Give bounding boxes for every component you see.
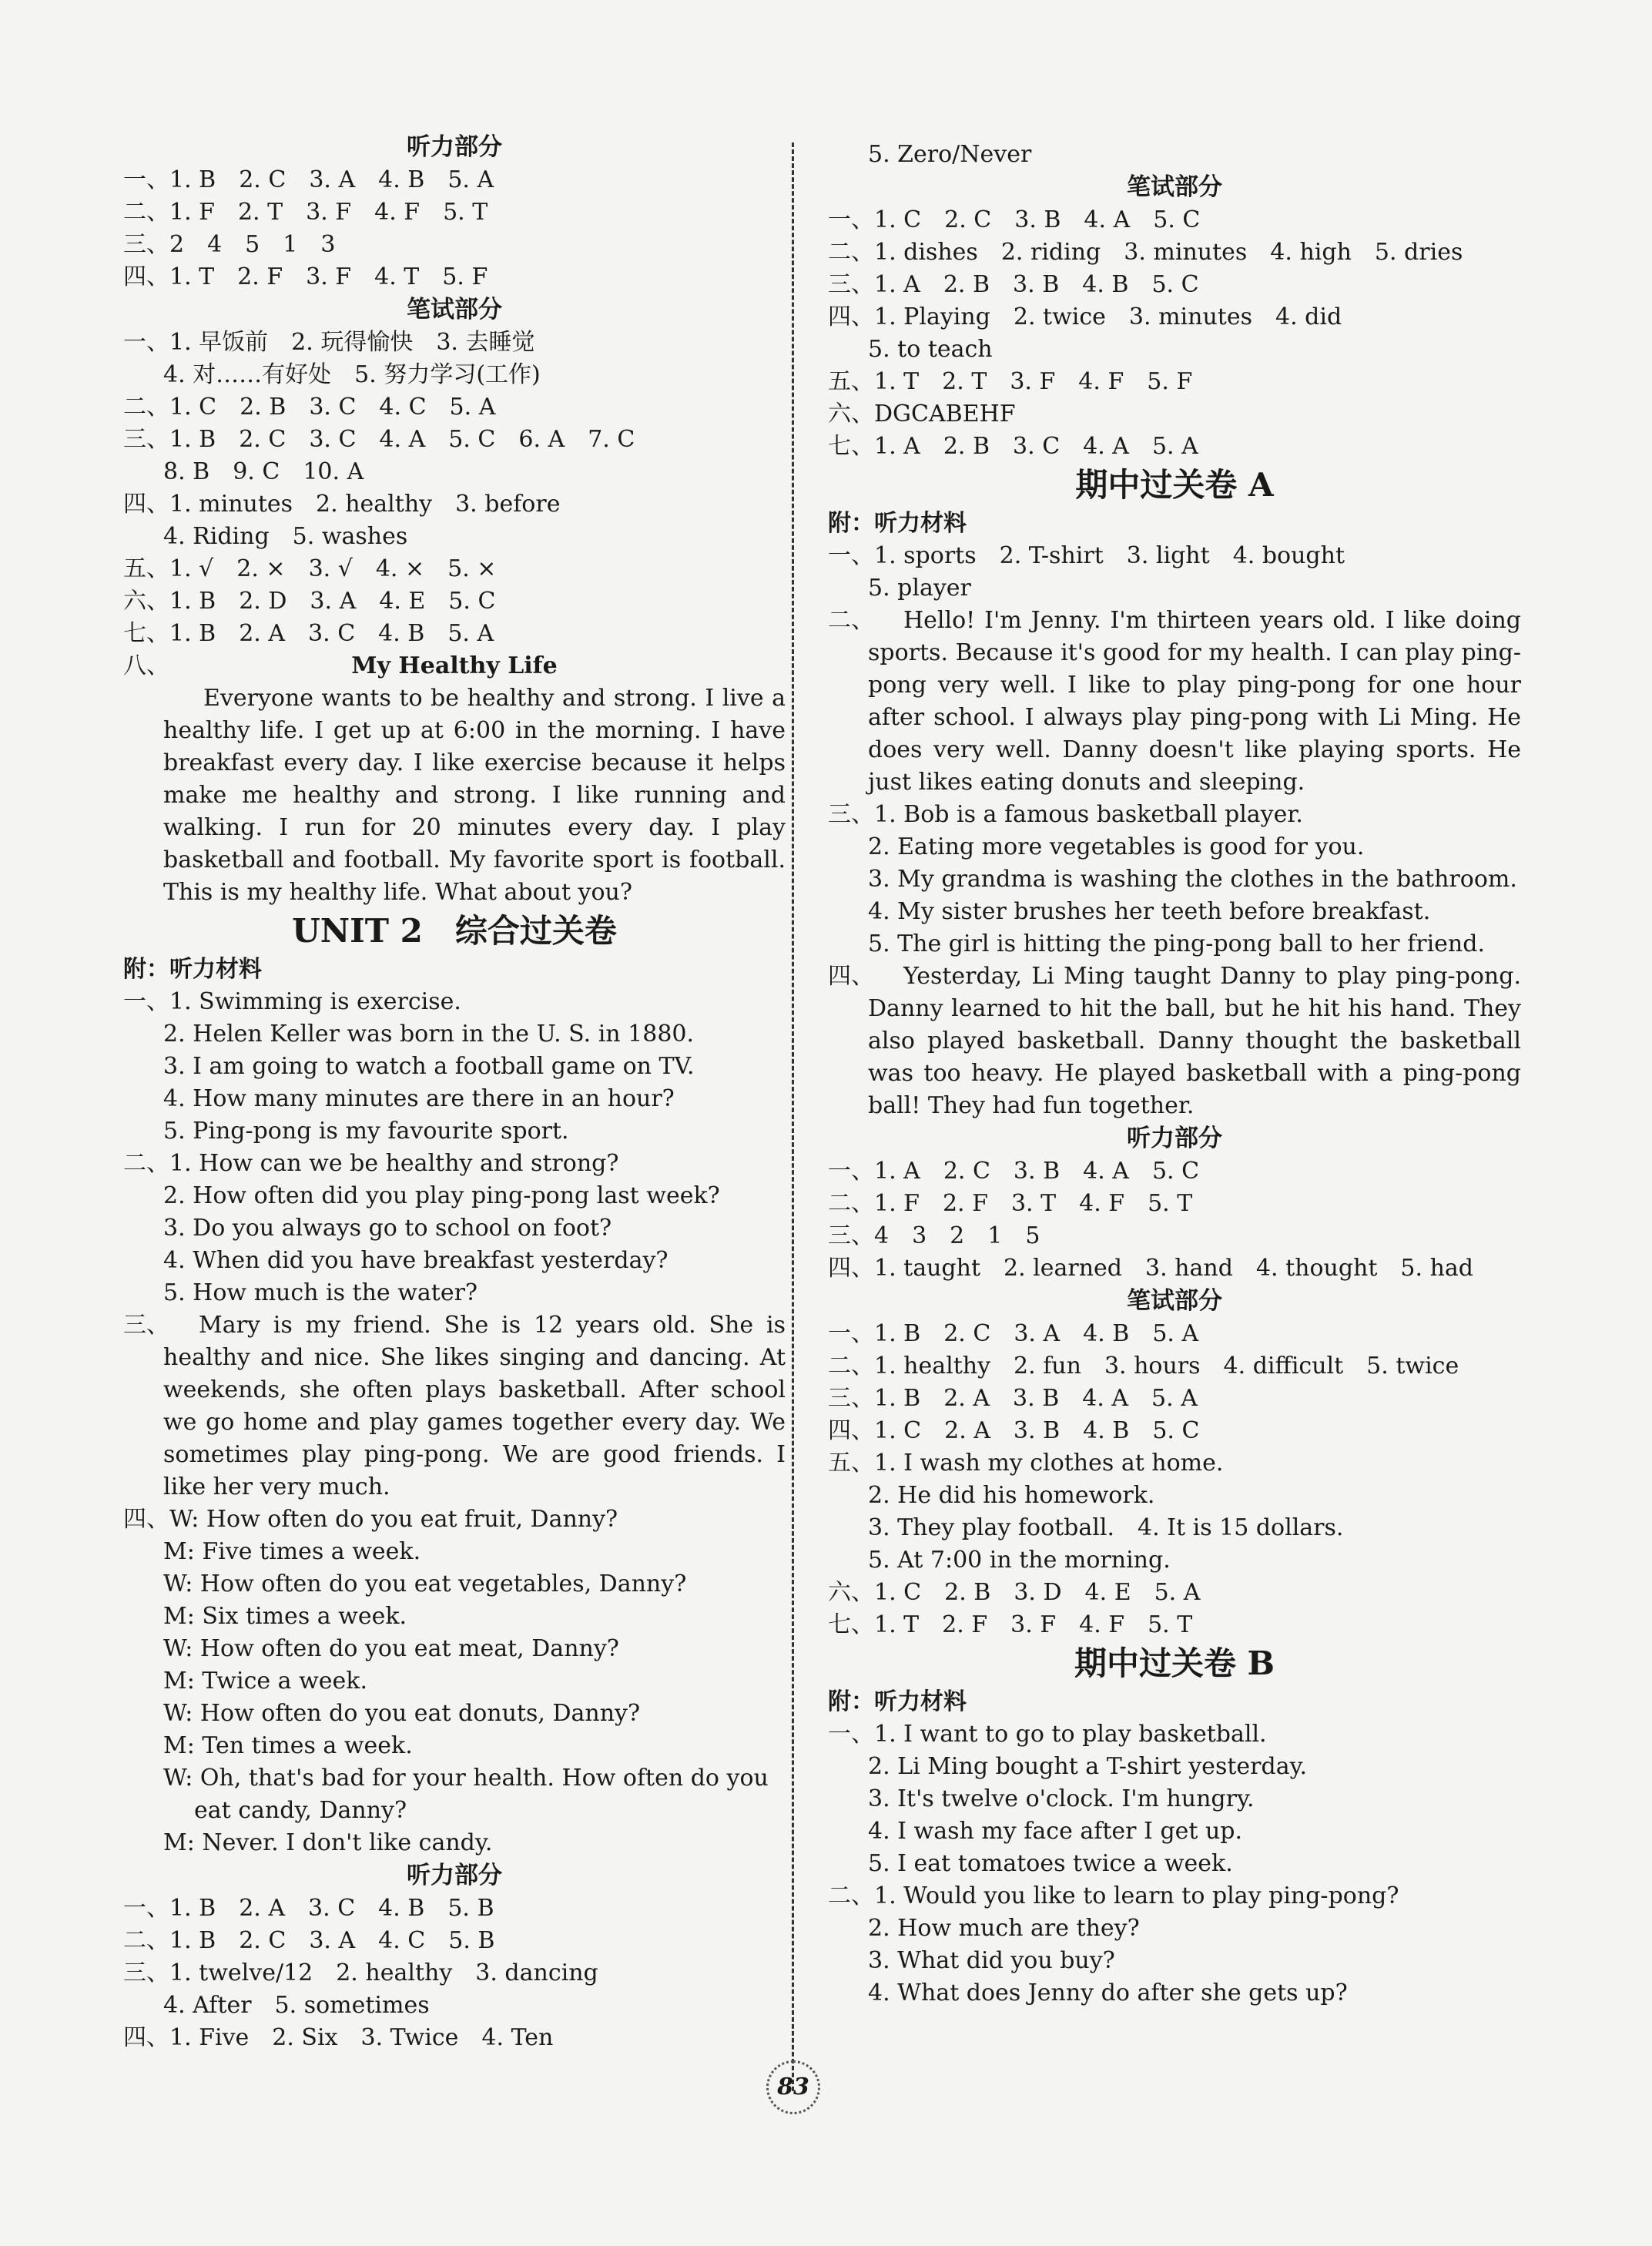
dialogue-line: W: Oh, that's bad for your health. How often do you xyxy=(163,1765,769,1792)
dialogue-line: W: How often do you eat vegetables, Danny? xyxy=(163,1571,687,1597)
essay-title: My Healthy Life xyxy=(351,652,558,679)
answer-line: 七、1. B 2. A 3. C 4. B 5. A xyxy=(123,620,494,647)
dialogue-line: M: Ten times a week. xyxy=(163,1732,413,1759)
answer-line: 4. 对……有好处 5. 努力学习(工作) xyxy=(163,361,541,388)
answer-line: 四、1. Playing 2. twice 3. minutes 4. did xyxy=(828,303,1342,330)
dialogue-line: eat candy, Danny? xyxy=(194,1797,407,1824)
dialogue-line: M: Twice a week. xyxy=(163,1668,367,1695)
passage-text: Hello! I'm Jenny. I'm thirteen years old. I like doing sports. Because it's good for my health. I can play ping-pong very well. I like to play ping-pong for one hour after school. I always play ping-pong with Li Ming. He does very well. Danny doesn't like playing sports. He just likes eating donuts and sleeping. xyxy=(868,607,1521,796)
listening-line: 3. Do you always go to school on foot? xyxy=(163,1215,612,1242)
listening-material-heading: 附：听力材料 xyxy=(123,956,262,983)
exam-title-b: 期中过关卷 B xyxy=(1074,1644,1275,1682)
listening-line: 二、1. How can we be healthy and strong? xyxy=(123,1150,619,1177)
passage-block xyxy=(828,960,1521,1122)
answer-line: 5. Zero/Never xyxy=(868,141,1032,168)
dialogue-line: M: Five times a week. xyxy=(163,1538,421,1565)
answer-line: 2. He did his homework. xyxy=(868,1482,1155,1509)
section-heading: 听力部分 xyxy=(1127,1125,1222,1152)
section-heading: 听力部分 xyxy=(407,133,502,161)
answer-line: 三、2 4 5 1 3 xyxy=(123,231,336,258)
passage-block xyxy=(123,1309,786,1503)
answer-line: 4. Riding 5. washes xyxy=(163,523,408,550)
listening-line: 二、1. Would you like to learn to play ping-pong? xyxy=(828,1882,1399,1909)
passage-text: Yesterday, Li Ming taught Danny to play ping-pong. Danny learned to hit the ball, but he hit his hand. They also played basketball. Danny thought the basketball was too heavy. He played basketball with a ping-pong ball! They had fun together. xyxy=(868,963,1521,1119)
dialogue-line: M: Never. I don't like candy. xyxy=(163,1829,493,1856)
answer-line: 一、1. B 2. C 3. A 4. B 5. A xyxy=(123,166,494,193)
listening-line: 2. How often did you play ping-pong last week? xyxy=(163,1182,720,1209)
answer-line: 三、4 3 2 1 5 xyxy=(828,1222,1040,1249)
answer-line: 四、1. taught 2. learned 3. hand 4. thought 5. had xyxy=(828,1255,1473,1282)
answer-line: 5. to teach xyxy=(868,336,993,363)
listening-line: 5. The girl is hitting the ping-pong ball to her friend. xyxy=(868,930,1485,957)
answer-line: 5. At 7:00 in the morning. xyxy=(868,1547,1171,1574)
answer-line: 六、1. B 2. D 3. A 4. E 5. C xyxy=(123,588,496,615)
answer-line: 七、1. A 2. B 3. C 4. A 5. A xyxy=(828,433,1198,460)
listening-line: 5. player xyxy=(868,575,971,602)
passage-text: Mary is my friend. She is 12 years old. She is healthy and nice. She likes singing and dancing. At weekends, she often plays basketball. After school we go home and play games together every day. We sometimes play ping-pong. We are good friends. I like her very much. xyxy=(163,1312,786,1500)
exam-title-a: 期中过关卷 A xyxy=(1075,466,1274,504)
section-label: 四、 xyxy=(828,963,874,990)
answer-line: 三、1. A 2. B 3. B 4. B 5. C xyxy=(828,271,1199,298)
answer-line: 8. B 9. C 10. A xyxy=(163,458,364,485)
answer-line: 三、1. B 2. C 3. C 4. A 5. C 6. A 7. C xyxy=(123,426,635,453)
page-number xyxy=(762,2060,824,2122)
unit-title: UNIT 2 综合过关卷 xyxy=(292,912,617,950)
listening-line: 一、1. I want to go to play basketball. xyxy=(828,1721,1267,1748)
answer-line: 五、1. I wash my clothes at home. xyxy=(828,1450,1224,1477)
listening-line: 5. Ping-pong is my favourite sport. xyxy=(163,1118,569,1145)
essay-text: Everyone wants to be healthy and strong. I live a healthy life. I get up at 6:00 in the morning. I have breakfast every day. I like exercise because it helps make me healthy and strong. I like running and walking. I run for 20 minutes every day. I play basketball and football. My favorite sport is football. This is my healthy life. What about you? xyxy=(163,685,786,906)
column-divider xyxy=(792,142,794,2091)
page-number-text: 83 xyxy=(766,2060,820,2114)
dialogue-line: 四、W: How often do you eat fruit, Danny? xyxy=(123,1506,618,1533)
section-label: 八、 xyxy=(123,652,169,679)
answer-line: 二、1. dishes 2. riding 3. minutes 4. high 5. dries xyxy=(828,239,1463,266)
section-heading: 笔试部分 xyxy=(1127,1287,1222,1315)
listening-line: 3. It's twelve o'clock. I'm hungry. xyxy=(868,1785,1255,1812)
answer-line: 二、1. F 2. F 3. T 4. F 5. T xyxy=(828,1190,1193,1217)
essay-block xyxy=(123,650,786,909)
listening-line: 2. How much are they? xyxy=(868,1915,1140,1942)
right-column xyxy=(828,139,1521,2010)
listening-line: 2. Helen Keller was born in the U. S. in 1880. xyxy=(163,1021,695,1048)
answer-line: 五、1. √ 2. × 3. √ 4. × 5. × xyxy=(123,555,497,582)
listening-line: 4. My sister brushes her teeth before breakfast. xyxy=(868,898,1431,925)
answer-line: 3. They play football. 4. It is 15 dollars. xyxy=(868,1514,1344,1541)
answer-line: 三、1. B 2. A 3. B 4. A 5. A xyxy=(828,1385,1198,1412)
answer-line: 四、1. Five 2. Six 3. Twice 4. Ten xyxy=(123,2024,554,2051)
listening-material-heading: 附：听力材料 xyxy=(828,510,967,537)
listening-line: 5. How much is the water? xyxy=(163,1279,478,1306)
answer-line: 二、1. healthy 2. fun 3. hours 4. difficult 5. twice xyxy=(828,1353,1459,1379)
left-column xyxy=(123,131,786,2054)
listening-line: 一、1. Swimming is exercise. xyxy=(123,988,461,1015)
dialogue-line: W: How often do you eat donuts, Danny? xyxy=(163,1700,641,1727)
answer-line: 一、1. B 2. C 3. A 4. B 5. A xyxy=(828,1320,1199,1347)
listening-line: 4. When did you have breakfast yesterday? xyxy=(163,1247,669,1274)
listening-line: 5. I eat tomatoes twice a week. xyxy=(868,1850,1233,1877)
answer-line: 五、1. T 2. T 3. F 4. F 5. F xyxy=(828,368,1193,395)
answer-line: 一、1. C 2. C 3. B 4. A 5. C xyxy=(828,206,1201,233)
answer-line: 七、1. T 2. F 3. F 4. F 5. T xyxy=(828,1611,1193,1638)
dialogue-line: W: How often do you eat meat, Danny? xyxy=(163,1635,619,1662)
section-label: 三、 xyxy=(123,1312,169,1339)
listening-line: 3. I am going to watch a football game on TV. xyxy=(163,1053,695,1080)
section-heading: 笔试部分 xyxy=(407,296,502,323)
listening-line: 3. My grandma is washing the clothes in the bathroom. xyxy=(868,866,1517,893)
section-heading: 笔试部分 xyxy=(1127,173,1222,201)
answer-line: 四、1. minutes 2. healthy 3. before xyxy=(123,491,561,518)
answer-line: 二、1. C 2. B 3. C 4. C 5. A xyxy=(123,394,496,421)
listening-line: 一、1. sports 2. T-shirt 3. light 4. bought xyxy=(828,542,1345,569)
section-heading: 听力部分 xyxy=(407,1862,502,1889)
answer-line: 四、1. C 2. A 3. B 4. B 5. C xyxy=(828,1417,1200,1444)
answer-line: 四、1. T 2. F 3. F 4. T 5. F xyxy=(123,263,488,290)
answer-line: 一、1. B 2. A 3. C 4. B 5. B xyxy=(123,1895,494,1922)
passage-block xyxy=(828,605,1521,799)
answer-line: 4. After 5. sometimes xyxy=(163,1992,430,2019)
answer-line: 二、1. F 2. T 3. F 4. F 5. T xyxy=(123,199,488,226)
listening-material-heading: 附：听力材料 xyxy=(828,1688,967,1715)
listening-line: 4. What does Jenny do after she gets up? xyxy=(868,1979,1348,2006)
answer-line: 一、1. 早饭前 2. 玩得愉快 3. 去睡觉 xyxy=(123,329,535,356)
listening-line: 三、1. Bob is a famous basketball player. xyxy=(828,801,1303,828)
listening-line: 4. How many minutes are there in an hour? xyxy=(163,1085,675,1112)
dialogue-line: M: Six times a week. xyxy=(163,1603,407,1630)
answer-line: 三、1. twelve/12 2. healthy 3. dancing xyxy=(123,1959,598,1986)
answer-line: 六、DGCABEHF xyxy=(828,401,1016,427)
answer-line: 二、1. B 2. C 3. A 4. C 5. B xyxy=(123,1927,495,1954)
answer-line: 一、1. A 2. C 3. B 4. A 5. C xyxy=(828,1158,1200,1185)
listening-line: 2. Eating more vegetables is good for you. xyxy=(868,833,1365,860)
listening-line: 3. What did you buy? xyxy=(868,1947,1115,1974)
listening-line: 4. I wash my face after I get up. xyxy=(868,1818,1243,1845)
section-label: 二、 xyxy=(828,607,874,634)
answer-line: 六、1. C 2. B 3. D 4. E 5. A xyxy=(828,1579,1201,1606)
listening-line: 2. Li Ming bought a T-shirt yesterday. xyxy=(868,1753,1308,1780)
